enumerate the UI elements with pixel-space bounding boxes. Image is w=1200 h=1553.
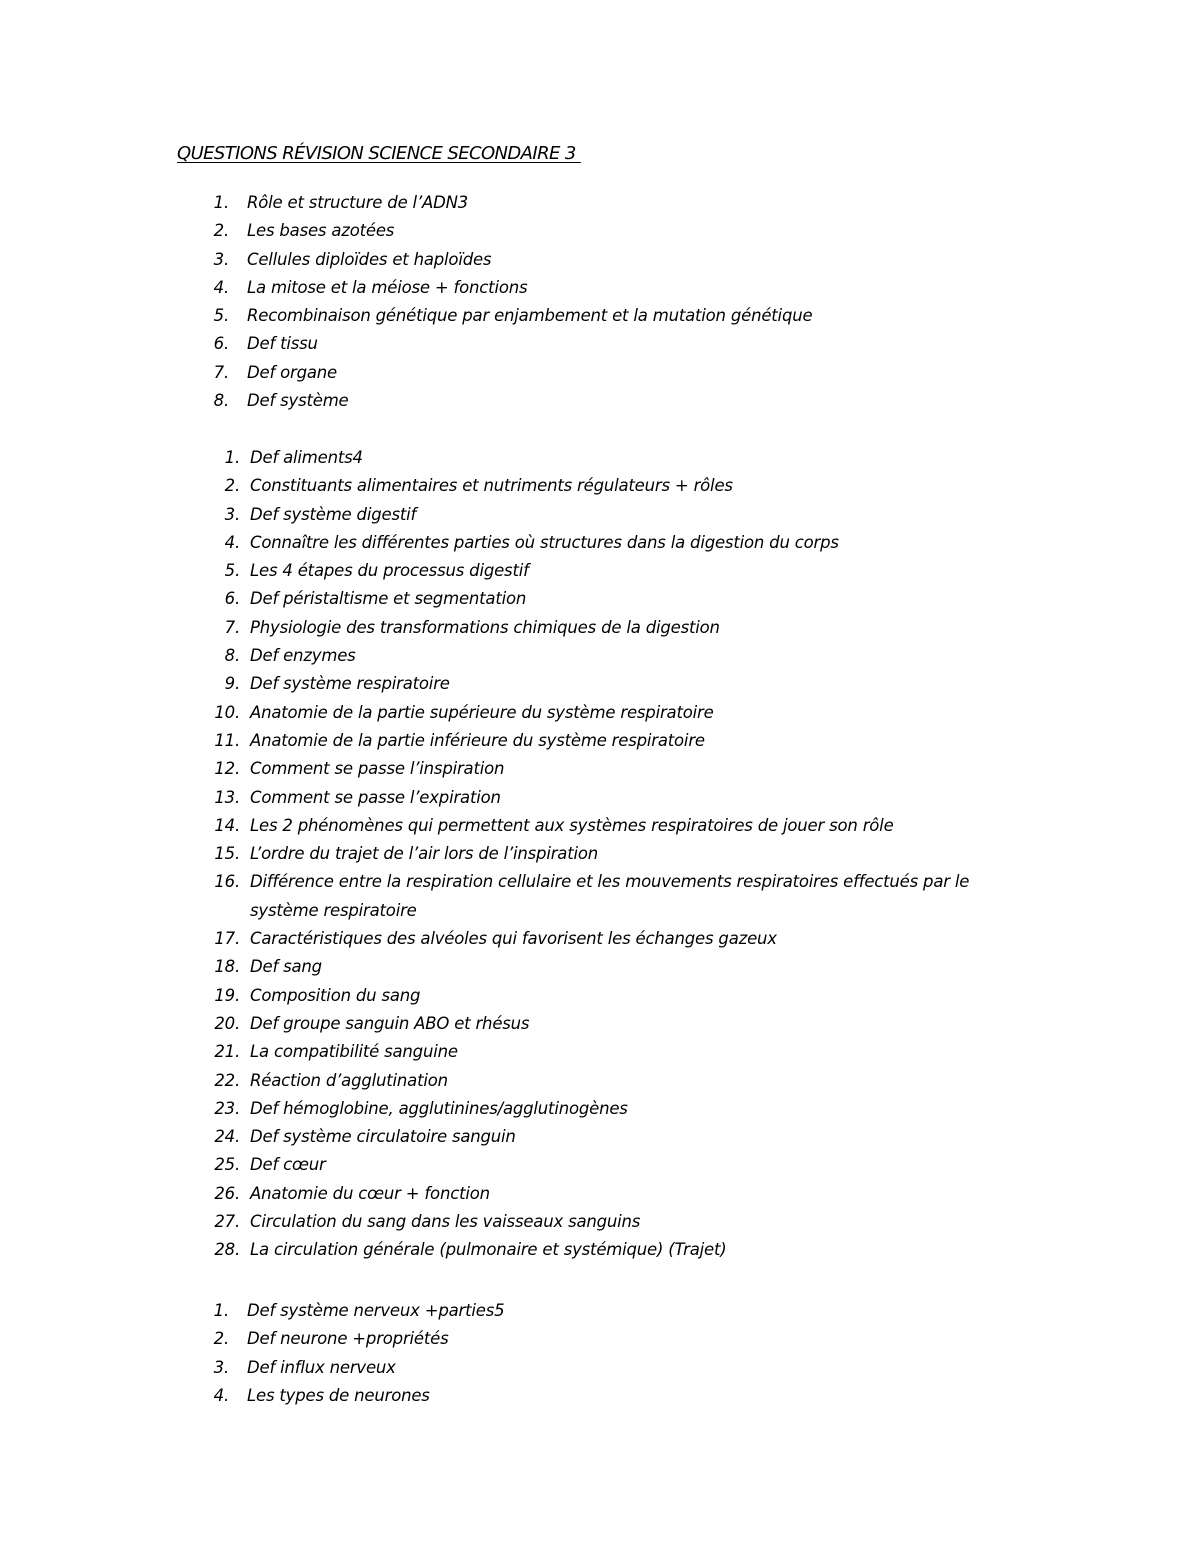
list-item-text: Anatomie de la partie supérieure du système respiratoire: [250, 702, 714, 722]
list-item-text: Rôle et structure de l’ADN3: [247, 193, 469, 212]
list-item-number: 25.: [214, 1155, 240, 1175]
list-item-text: Comment se passe l’expiration: [250, 787, 501, 807]
list-item-number: 26.: [214, 1183, 240, 1203]
list-item-text: La circulation générale (pulmonaire et systémique) (Trajet): [250, 1240, 727, 1260]
list-item: [0, 1208, 1200, 1236]
list-item: [0, 784, 1200, 812]
list-item: [0, 755, 1200, 783]
list-item: [0, 1382, 1200, 1410]
list-item-number: 24.: [214, 1127, 240, 1147]
list-item-text: Les 2 phénomènes qui permettent aux systèmes respiratoires de jouer son rôle: [250, 815, 894, 835]
list-item-number: 3.: [213, 1357, 229, 1377]
list-item: [0, 642, 1200, 670]
list-item-text: Def influx nerveux: [247, 1357, 396, 1377]
list-item: [0, 330, 1200, 358]
list-item: [0, 670, 1200, 698]
list-item-number: 1.: [224, 448, 240, 467]
list-item-number: 5.: [224, 561, 240, 581]
list-item-text: Def système nerveux +parties5: [247, 1301, 505, 1320]
list-item: [0, 1123, 1200, 1151]
list-item-number: 13.: [214, 787, 240, 807]
list-item: [0, 1180, 1200, 1208]
list-item-number: 28.: [214, 1240, 240, 1260]
list-item: [0, 585, 1200, 613]
list-item: [0, 953, 1200, 981]
list-item-text: Def système circulatoire sanguin: [250, 1127, 516, 1147]
list-item: [0, 1010, 1200, 1038]
list-item: [0, 1038, 1200, 1066]
list-item-text: Def tissu: [247, 334, 318, 354]
list-item-text: Def système digestif: [250, 504, 417, 524]
list-item: [0, 444, 1200, 472]
list-item-text: Def enzymes: [250, 646, 356, 666]
list-item: [0, 699, 1200, 727]
list-item-number: 7.: [224, 617, 240, 637]
list-item-text: Def organe: [247, 362, 337, 382]
list-item-text: Cellules diploïdes et haploïdes: [247, 249, 492, 269]
list-item-number: 23.: [214, 1098, 240, 1118]
list-item-text: La mitose et la méiose + fonctions: [247, 277, 528, 297]
list-item: [0, 1151, 1200, 1179]
list-item-number: 9.: [224, 674, 240, 694]
list-item-text: Def système respiratoire: [250, 674, 450, 694]
question-list-systems: [0, 444, 1200, 1265]
list-item-number: 17.: [214, 929, 240, 949]
list-item-number: 11.: [214, 730, 240, 750]
list-item-text: Réaction d’agglutination: [250, 1070, 448, 1090]
list-item-text: L’ordre du trajet de l’air lors de l’inspiration: [250, 844, 599, 864]
list-item: [0, 557, 1200, 585]
list-item-number: 8.: [213, 391, 229, 411]
list-item-text: Caractéristiques des alvéoles qui favorisent les échanges gazeux: [250, 929, 777, 949]
list-item-number: 21.: [214, 1042, 240, 1062]
question-list-genetics: [0, 189, 1200, 415]
list-item-number: 18.: [214, 957, 240, 977]
document-title: QUESTIONS RÉVISION SCIENCE SECONDAIRE 3: [177, 143, 581, 164]
list-item-text: Def péristaltisme et segmentation: [250, 589, 527, 609]
list-item-text: Def cœur: [250, 1155, 326, 1175]
list-item: [0, 1325, 1200, 1353]
list-item-number: 5.: [213, 306, 229, 326]
list-item-number: 4.: [213, 1385, 229, 1405]
list-item-number: 15.: [214, 844, 240, 864]
list-item-number: 20.: [214, 1013, 240, 1033]
list-item-text: Def sang: [250, 957, 322, 977]
list-item-text: Def hémoglobine, agglutinines/agglutinogènes: [250, 1098, 628, 1118]
list-item: [0, 925, 1200, 953]
list-item-number: 16.: [214, 872, 240, 892]
list-item-text: Def groupe sanguin ABO et rhésus: [250, 1013, 530, 1033]
list-item: [0, 529, 1200, 557]
list-item: [0, 982, 1200, 1010]
list-item: [0, 189, 1200, 217]
list-item: [0, 840, 1200, 868]
list-item: [0, 868, 1200, 925]
list-item-number: 14.: [214, 815, 240, 835]
list-item-text: Anatomie de la partie inférieure du système respiratoire: [250, 730, 705, 750]
list-item-text: Circulation du sang dans les vaisseaux sanguins: [250, 1212, 641, 1232]
list-item-number: 2.: [213, 221, 229, 241]
list-item: [0, 472, 1200, 500]
list-item: [0, 1095, 1200, 1123]
list-item-text: Les 4 étapes du processus digestif: [250, 561, 529, 581]
list-item-text: Différence entre la respiration cellulaire et les mouvements respiratoires effectués par le: [250, 872, 970, 892]
list-item: [0, 727, 1200, 755]
list-item: [0, 812, 1200, 840]
list-item-number: 4.: [213, 277, 229, 297]
list-item-number: 6.: [224, 589, 240, 609]
list-item-number: 27.: [214, 1212, 240, 1232]
question-list-nervous: [0, 1297, 1200, 1410]
list-item-number: 6.: [213, 334, 229, 354]
list-item-number: 7.: [213, 362, 229, 382]
list-item-text: Comment se passe l’inspiration: [250, 759, 505, 779]
list-item: [0, 1297, 1200, 1325]
list-item-text-continued: système respiratoire: [250, 900, 417, 920]
list-item-number: 22.: [214, 1070, 240, 1090]
list-item-number: 19.: [214, 985, 240, 1005]
list-item-number: 3.: [213, 249, 229, 269]
list-item-number: 1.: [213, 1301, 229, 1320]
list-item-number: 12.: [214, 759, 240, 779]
list-item-text: Physiologie des transformations chimiques de la digestion: [250, 617, 720, 637]
list-item: [0, 274, 1200, 302]
list-item-text: Constituants alimentaires et nutriments régulateurs + rôles: [250, 476, 733, 496]
list-item-number: 10.: [214, 702, 240, 722]
list-item-text: Def neurone +propriétés: [247, 1329, 449, 1349]
list-item-number: 4.: [224, 532, 240, 552]
list-item-text: Les bases azotées: [247, 221, 395, 241]
list-item-number: 1.: [213, 193, 229, 212]
list-item-number: 3.: [224, 504, 240, 524]
list-item: [0, 1236, 1200, 1264]
list-item-number: 2.: [224, 476, 240, 496]
list-item: [0, 1067, 1200, 1095]
list-item: [0, 1354, 1200, 1382]
list-item-text: Anatomie du cœur + fonction: [250, 1183, 490, 1203]
list-item-text: La compatibilité sanguine: [250, 1042, 458, 1062]
list-item: [0, 387, 1200, 415]
list-item-number: 8.: [224, 646, 240, 666]
list-item: [0, 614, 1200, 642]
list-item-text: Connaître les différentes parties où structures dans la digestion du corps: [250, 532, 839, 552]
list-item-number: 2.: [213, 1329, 229, 1349]
list-item: [0, 217, 1200, 245]
list-item: [0, 359, 1200, 387]
list-item: [0, 501, 1200, 529]
list-item-text: Def système: [247, 391, 349, 411]
list-item-text: Recombinaison génétique par enjambement et la mutation génétique: [247, 306, 813, 326]
list-item: [0, 246, 1200, 274]
list-item-text: Les types de neurones: [247, 1385, 430, 1405]
list-item: [0, 302, 1200, 330]
list-item-text: Def aliments4: [250, 448, 363, 467]
list-item-text: Composition du sang: [250, 985, 421, 1005]
